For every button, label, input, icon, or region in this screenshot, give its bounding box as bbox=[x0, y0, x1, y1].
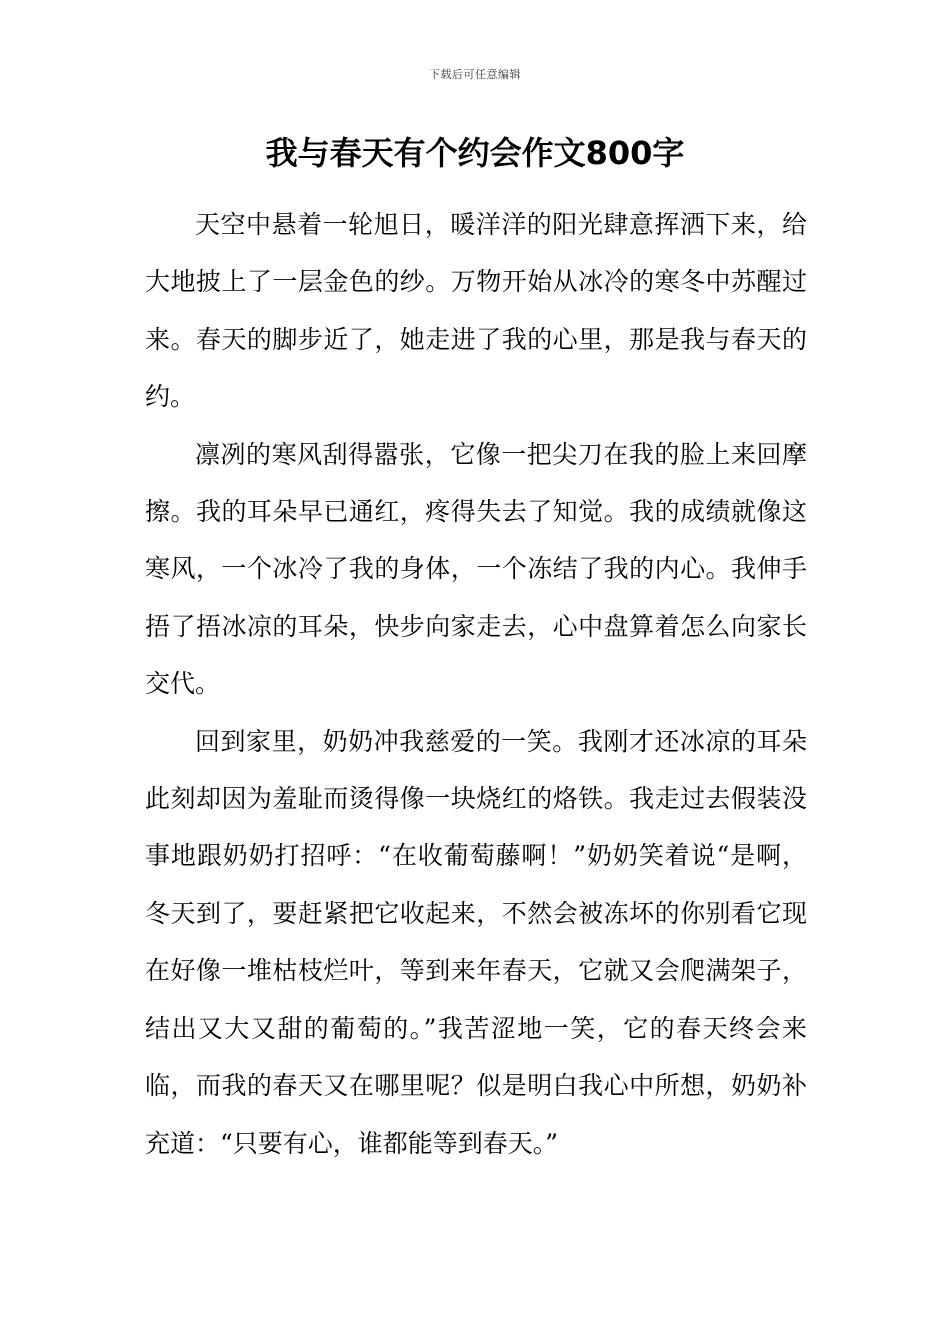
document-title: 我与春天有个约会作文800字 bbox=[265, 134, 685, 172]
paragraph-3: 回到家里，奶奶冲我慈爱的一笑。我刚才还冰凉的耳朵此刻却因为羞耻而烫得像一块烧红的烙铁。我走过去假装没事地跟奶奶打招呼：“在收葡萄藤啊！”奶奶笑着说“是啊，冬天到了，要赶紧把它收起来，不然会被冻坏的你别看它现在好像一堆枯枝烂叶，等到来年春天，它就又会爬满架子，结出又大又甜的葡萄的。”我苦涩地一笑，它的春天终会来临，而我的春天又在哪里呢？似是明白我心中所想，奶奶补充道：“只要有心，谁都能等到春天。” bbox=[145, 726, 807, 1158]
paragraph-1: 天空中悬着一轮旭日，暖洋洋的阳光肆意挥洒下来，给大地披上了一层金色的纱。万物开始从冰冷的寒冬中苏醒过来。春天的脚步近了，她走进了我的心里，那是我与春天的约。 bbox=[145, 210, 807, 412]
paragraph-2: 凛冽的寒风刮得嚣张，它像一把尖刀在我的脸上来回摩擦。我的耳朵早已通红，疼得失去了知觉。我的成绩就像这寒风，一个冰冷了我的身体，一个冻结了我的内心。我伸手捂了捂冰凉的耳朵，快步向家走去，心中盘算着怎么向家长交代。 bbox=[145, 439, 807, 699]
document-body bbox=[145, 196, 807, 1172]
header-note: 下载后可任意编辑 bbox=[429, 68, 521, 81]
